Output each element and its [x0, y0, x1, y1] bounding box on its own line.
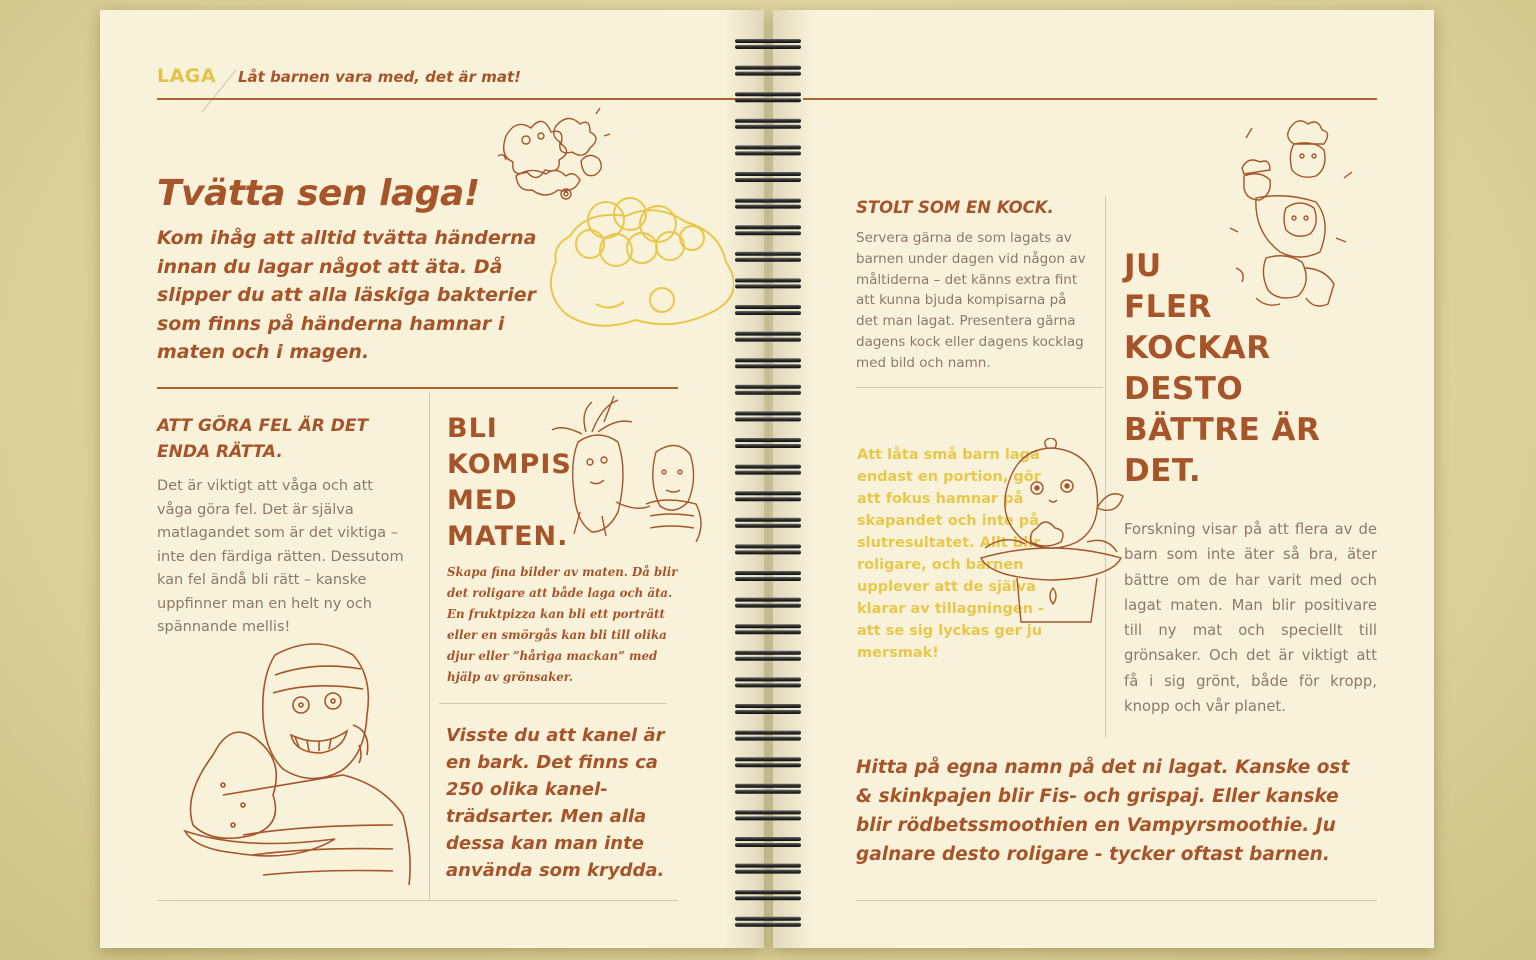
spiral-ring — [735, 92, 801, 96]
spiral-ring — [735, 657, 801, 661]
spiral-ring — [735, 338, 801, 342]
right-page — [773, 10, 1434, 948]
spiral-ring — [735, 518, 801, 522]
spiral-ring — [735, 577, 801, 581]
spiral-ring — [735, 731, 801, 735]
big-heading-line: FLER — [1124, 289, 1212, 325]
spiral-ring — [735, 332, 801, 336]
spiral-ring — [735, 917, 801, 921]
spiral-ring — [735, 923, 801, 927]
spiral-ring — [735, 550, 801, 554]
mistakes-heading: ATT GÖRA FEL ÄR DET ENDA RÄTTA. — [157, 416, 369, 462]
chef-heading: STOLT SOM EN KOCK. — [856, 198, 1054, 217]
lemon-chef-doodle-icon — [977, 438, 1127, 628]
spiral-ring — [735, 72, 801, 76]
column-divider — [429, 393, 430, 901]
chef-rule — [856, 387, 1103, 388]
spiral-ring — [735, 810, 801, 814]
fact-rule — [439, 703, 667, 704]
friends-heading: BLI KOMPIS MED MATEN. — [447, 413, 572, 552]
spiral-ring — [735, 737, 801, 741]
spiral-ring — [735, 45, 801, 49]
left-page — [100, 10, 764, 948]
spiral-ring — [735, 890, 801, 894]
spiral-ring — [735, 231, 801, 235]
header-subtitle: Låt barnen vara med, det är mat! — [238, 68, 521, 86]
spiral-ring — [735, 677, 801, 681]
spiral-ring — [735, 252, 801, 256]
carrot-friends-doodle-icon — [546, 392, 706, 542]
section-rule — [157, 387, 678, 389]
bacteria-doodle-icon — [496, 106, 612, 206]
yellow-paragraph: Att låta små barn laga endast en portion, gör att fokus hamnar på skapandet och inte på slutresultatet. Allt blir roligare, och barnen upplever att de själva klarar av tillagningen - att se sig lyckas ger ju mersmak! — [857, 447, 1045, 661]
section-tag: LAGA — [157, 65, 217, 87]
lead-paragraph: Kom ihåg att alltid tvätta händerna innan du lagar något att äta. Då slipper du att alla läskiga bakterier som finns på händerna hamnar i maten och i magen. — [157, 227, 537, 363]
spiral-ring — [735, 258, 801, 262]
spiral-ring — [735, 358, 801, 362]
spiral-ring — [735, 544, 801, 548]
spiral-ring — [735, 757, 801, 761]
spiral-ring — [735, 119, 801, 123]
bottom-rule-right — [856, 900, 1377, 901]
chef-body: Servera gärna de som lagats av barnen under dagen vid någon av måltiderna – det känns extra fint att kunna bjuda kompisarna på det man lagat. Presentera gärna dagens kock eller dagens kocklag med bild och namn. — [856, 230, 1086, 371]
friends-body: Skapa fina bilder av maten. Då blir det roligare att både laga och äta. En fruktpizza kan bli ett porträtt eller en smörgås kan bli till olika djur eller ”håriga mackan” med hjälp av grönsaker. — [447, 565, 678, 684]
spiral-ring — [735, 524, 801, 528]
bottom-rule — [157, 900, 678, 901]
spiral-ring — [735, 870, 801, 874]
spiral-ring — [735, 172, 801, 176]
spiral-ring — [735, 125, 801, 129]
spiral-ring — [735, 225, 801, 229]
spiral-ring — [735, 837, 801, 841]
spiral-ring — [735, 571, 801, 575]
spiral-ring — [735, 816, 801, 820]
big-heading-line: DESTO — [1124, 371, 1244, 407]
page-title: Tvätta sen laga! — [157, 173, 480, 214]
spiral-ring — [735, 683, 801, 687]
spiral-ring — [735, 896, 801, 900]
spiral-ring — [735, 598, 801, 602]
spiral-ring — [735, 151, 801, 155]
names-paragraph: Hitta på egna namn på det ni lagat. Kanske ost & skinkpajen blir Fis- och grispaj. Eller kanske blir rödbetssmoothien en Vampyrsmoothie. Ju galnare desto roligare - tycker oftast barnen. — [856, 757, 1350, 865]
spiral-ring — [735, 305, 801, 309]
spiral-ring — [735, 438, 801, 442]
spiral-ring — [735, 710, 801, 714]
spiral-ring — [735, 66, 801, 70]
research-body: Forskning visar på att flera av de barn som inte äter så bra, äter bättre om de har varit med och lagat maten. Man blir positivare till ny mat och speciellt till grönsaker. Och det är viktigt att få i sig grönt, både för kropp, knopp och vår planet. — [1124, 521, 1377, 716]
big-heading-line: JU — [1124, 248, 1162, 284]
spiral-ring — [735, 491, 801, 495]
boy-eating-doodle-icon — [183, 635, 418, 890]
spiral-ring — [735, 784, 801, 788]
spiral-ring — [735, 790, 801, 794]
spiral-ring — [735, 651, 801, 655]
spiral-ring — [735, 471, 801, 475]
spiral-ring — [735, 199, 801, 203]
spiral-ring — [735, 364, 801, 368]
spiral-ring — [735, 417, 801, 421]
spiral-ring — [735, 205, 801, 209]
spiral-ring — [735, 278, 801, 282]
spiral-ring — [735, 145, 801, 149]
spiral-ring — [735, 98, 801, 102]
header-rule-right — [803, 98, 1377, 100]
spiral-ring — [735, 604, 801, 608]
big-heading-line: DET. — [1124, 453, 1202, 489]
big-heading-line: BÄTTRE ÄR — [1124, 412, 1321, 448]
spiral-ring — [735, 497, 801, 501]
spiral-ring — [735, 630, 801, 634]
spiral-ring — [735, 385, 801, 389]
big-heading — [1124, 246, 1344, 492]
big-heading-line: KOCKAR — [1124, 330, 1271, 366]
spiral-ring — [735, 843, 801, 847]
spiral-ring — [735, 311, 801, 315]
mistakes-body: Det är viktigt att våga och att våga göra fel. Det är själva matlagandet som är det viktiga – inte den färdiga rätten. Dessutom kan fel ändå bli rätt – kanske uppfinner man en helt ny och spännande mellis! — [157, 478, 404, 635]
fact-paragraph: Visste du att kanel är en bark. Det finns ca 250 olika kanel-trädsarter. Men alla dessa kan man inte använda som krydda. — [446, 725, 665, 881]
spiral-ring — [735, 178, 801, 182]
spiral-ring — [735, 465, 801, 469]
spiral-ring — [735, 763, 801, 767]
spiral-ring — [735, 864, 801, 868]
header-rule — [157, 98, 764, 100]
spiral-ring — [735, 391, 801, 395]
eggs-doodle-icon — [544, 192, 734, 332]
spiral-ring — [735, 39, 801, 43]
header-slash-icon — [200, 68, 240, 114]
spiral-ring — [735, 284, 801, 288]
spiral-ring — [735, 444, 801, 448]
spiral-ring — [735, 411, 801, 415]
spiral-ring — [735, 624, 801, 628]
spiral-binding-icon — [733, 33, 803, 933]
spiral-ring — [735, 704, 801, 708]
